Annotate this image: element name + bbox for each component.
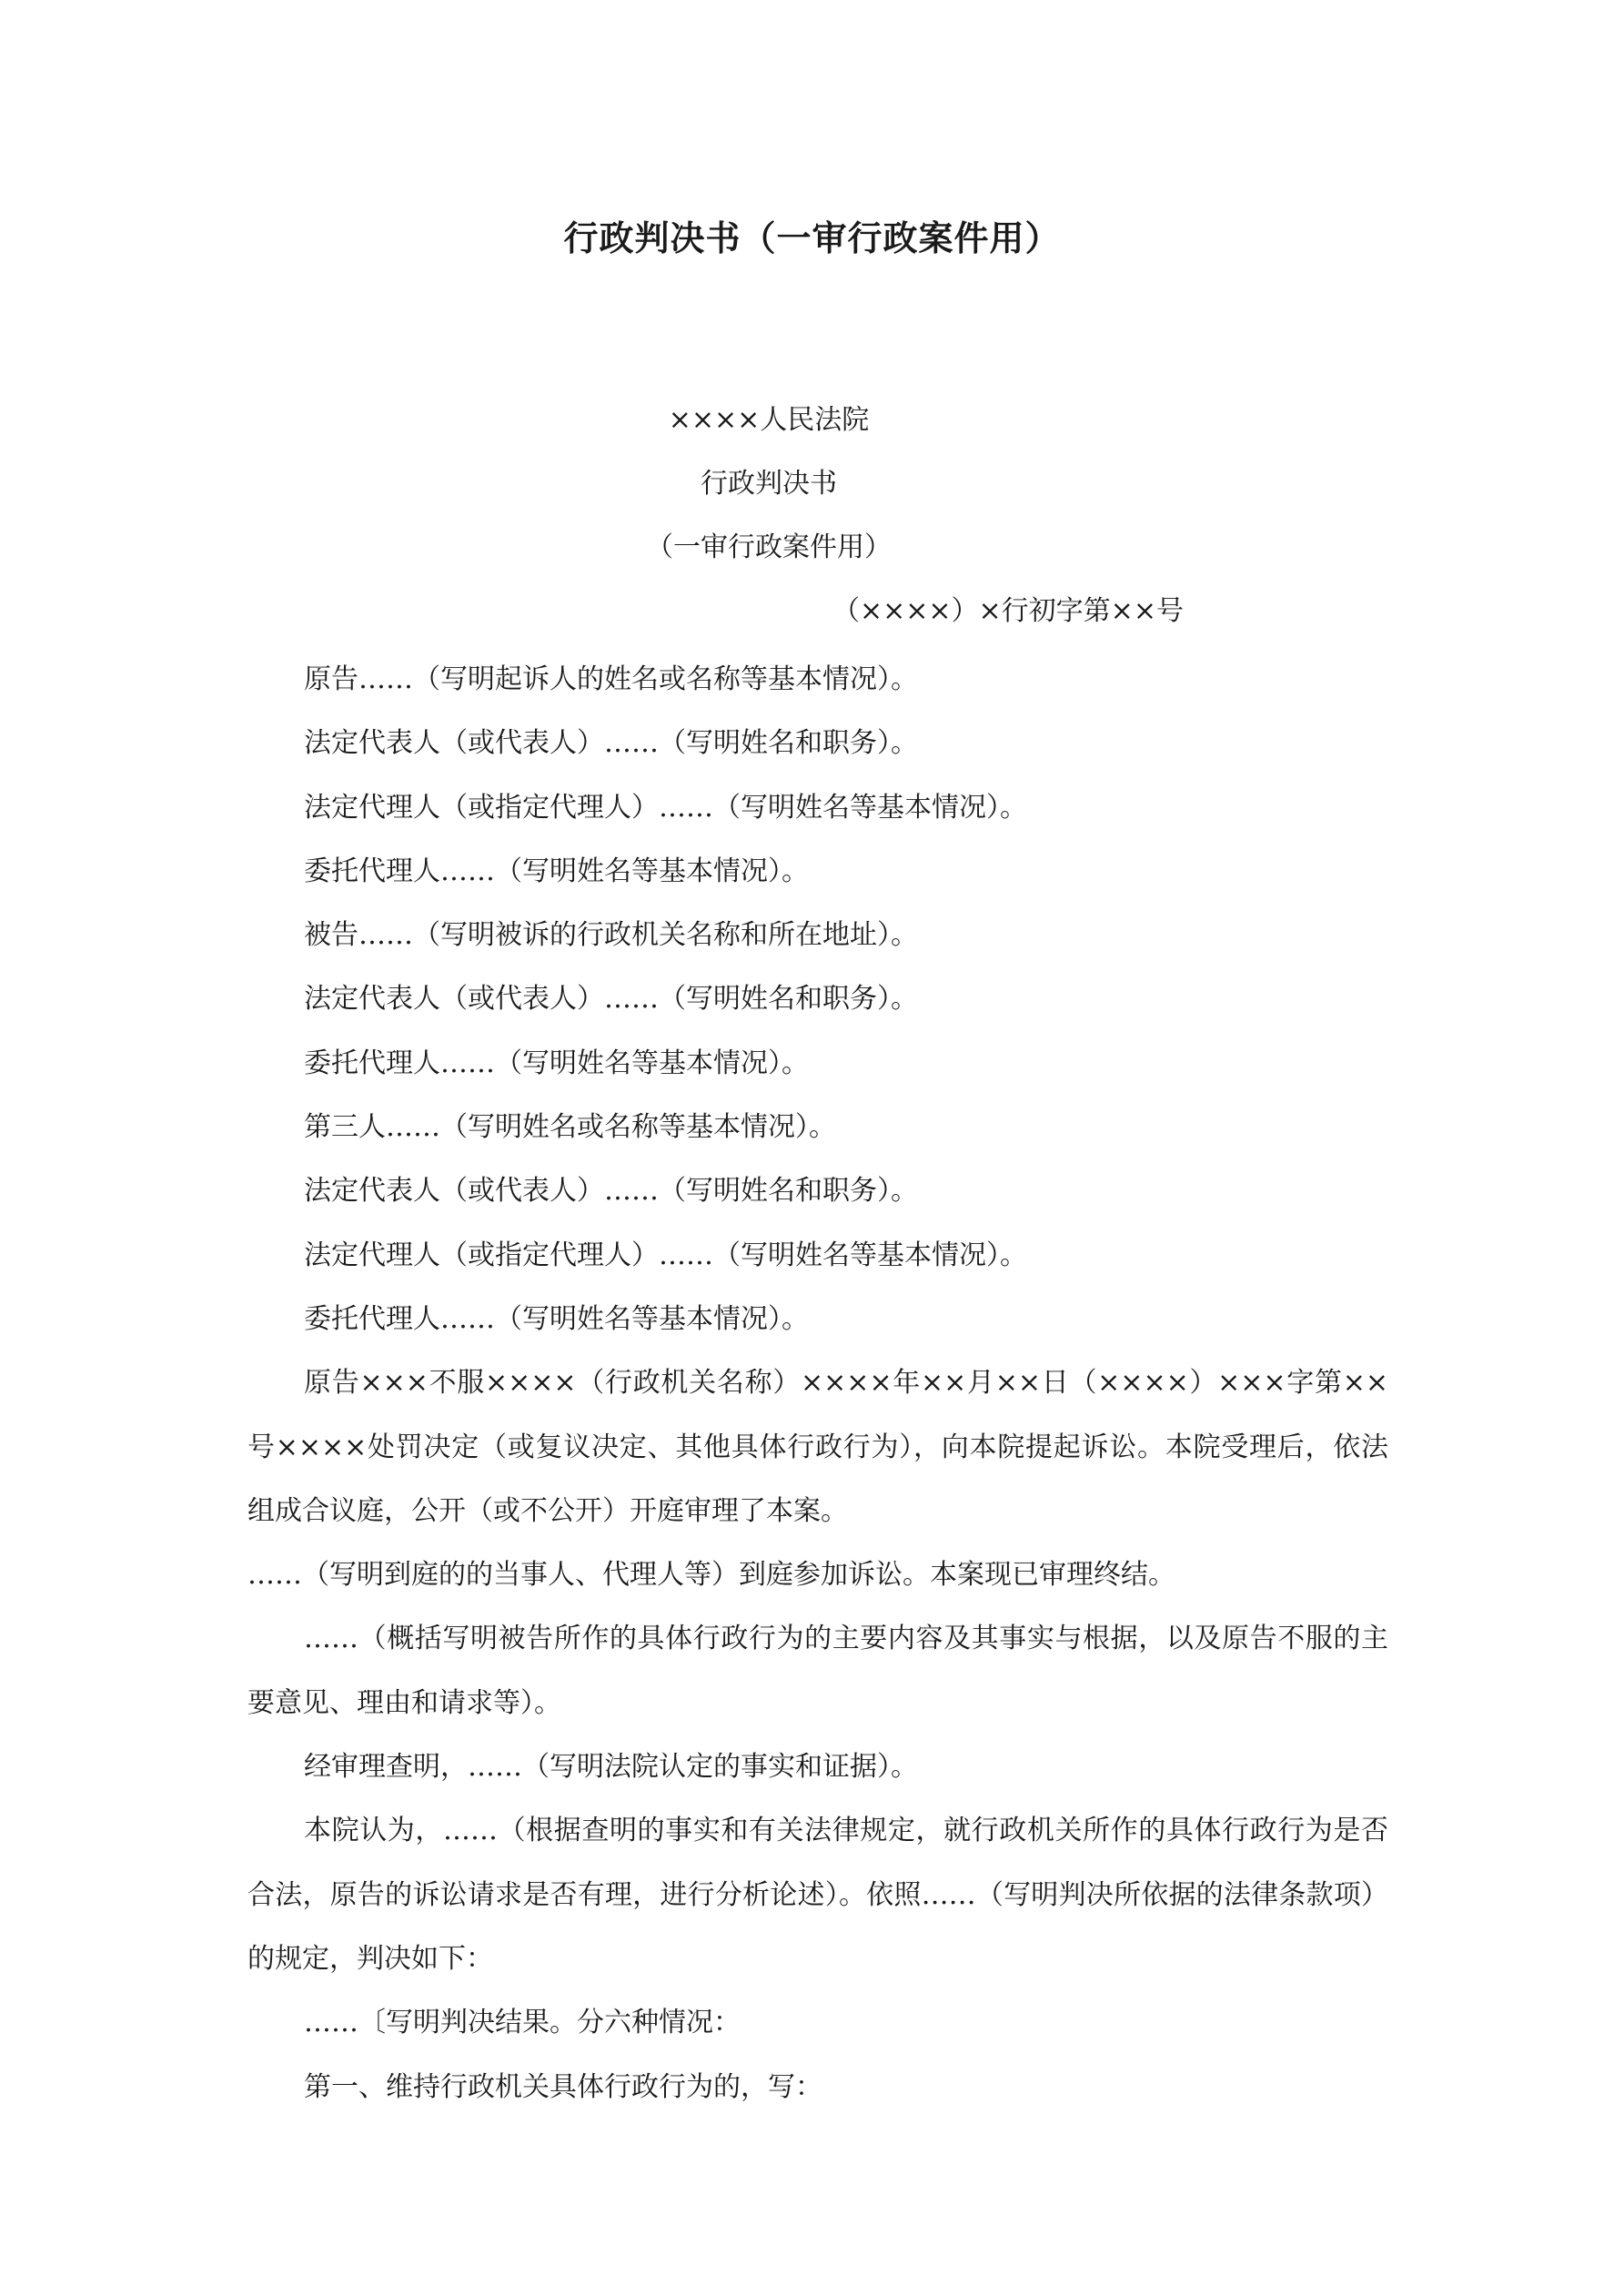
paragraph: 经审理查明，……（写明法院认定的事实和证据）。 [304, 1751, 918, 1784]
paragraph: 委托代理人……（写明姓名等基本情况）。 [304, 1047, 809, 1079]
paragraph: 第三人……（写明姓名或名称等基本情况）。 [304, 1111, 836, 1144]
case-category: （一审行政案件用） [646, 531, 892, 563]
paragraph: 委托代理人……（写明姓名等基本情况）。 [304, 1302, 809, 1335]
paragraph: 本院认为，……（根据查明的事实和有关法律规定，就行政机关所作的具体行政行为是否合法，原告的诉讼请求是否有理，进行分析论述）。依照……（写明判决所依据的法律条款项）的规定，判决如下： [247, 1815, 1388, 1975]
judgment-type: 行政判决书 [701, 468, 837, 500]
paragraph: 第一、维持行政机关具体行政行为的，写： [304, 2070, 822, 2103]
court-name: ××××人民法院 [668, 404, 870, 436]
paragraph: ……〔写明判决结果。分六种情况： [304, 2007, 741, 2039]
paragraph: 法定代表人（或代表人）……（写明姓名和职务）。 [304, 1175, 918, 1208]
paragraph: ……（写明到庭的的当事人、代理人等）到庭参加诉讼。本案现已审理终结。 [247, 1559, 1175, 1592]
paragraph: 法定代表人（或代表人）……（写明姓名和职务）。 [304, 727, 918, 760]
paragraph: 委托代理人……（写明姓名等基本情况）。 [304, 855, 809, 887]
document-title: 行政判决书（一审行政案件用） [563, 217, 1061, 258]
paragraph: 法定代理人（或指定代理人）……（写明姓名等基本情况）。 [304, 791, 1027, 824]
paragraph: 原告×××不服××××（行政机关名称）××××年××月××日（××××）×××字第××号××××处罚决定（或复议决定、其他具体行政行为），向本院提起诉讼。本院受理后，依法组成合议庭，公开（或不公开）开庭审理了本案。 [247, 1367, 1388, 1527]
document-body [247, 648, 1388, 2119]
case-number: （××××）×行初字第××号 [832, 595, 1184, 627]
paragraph: 被告……（写明被诉的行政机关名称和所在地址）。 [304, 919, 918, 952]
paragraph: ……（概括写明被告所作的具体行政行为的主要内容及其事实与根据，以及原告不服的主要意见、理由和请求等）。 [247, 1623, 1388, 1719]
paragraph: 法定代理人（或指定代理人）……（写明姓名等基本情况）。 [304, 1239, 1027, 1271]
paragraph: 法定代表人（或代表人）……（写明姓名和职务）。 [304, 983, 918, 1016]
paragraph: 原告……（写明起诉人的姓名或名称等基本情况）。 [304, 663, 918, 695]
